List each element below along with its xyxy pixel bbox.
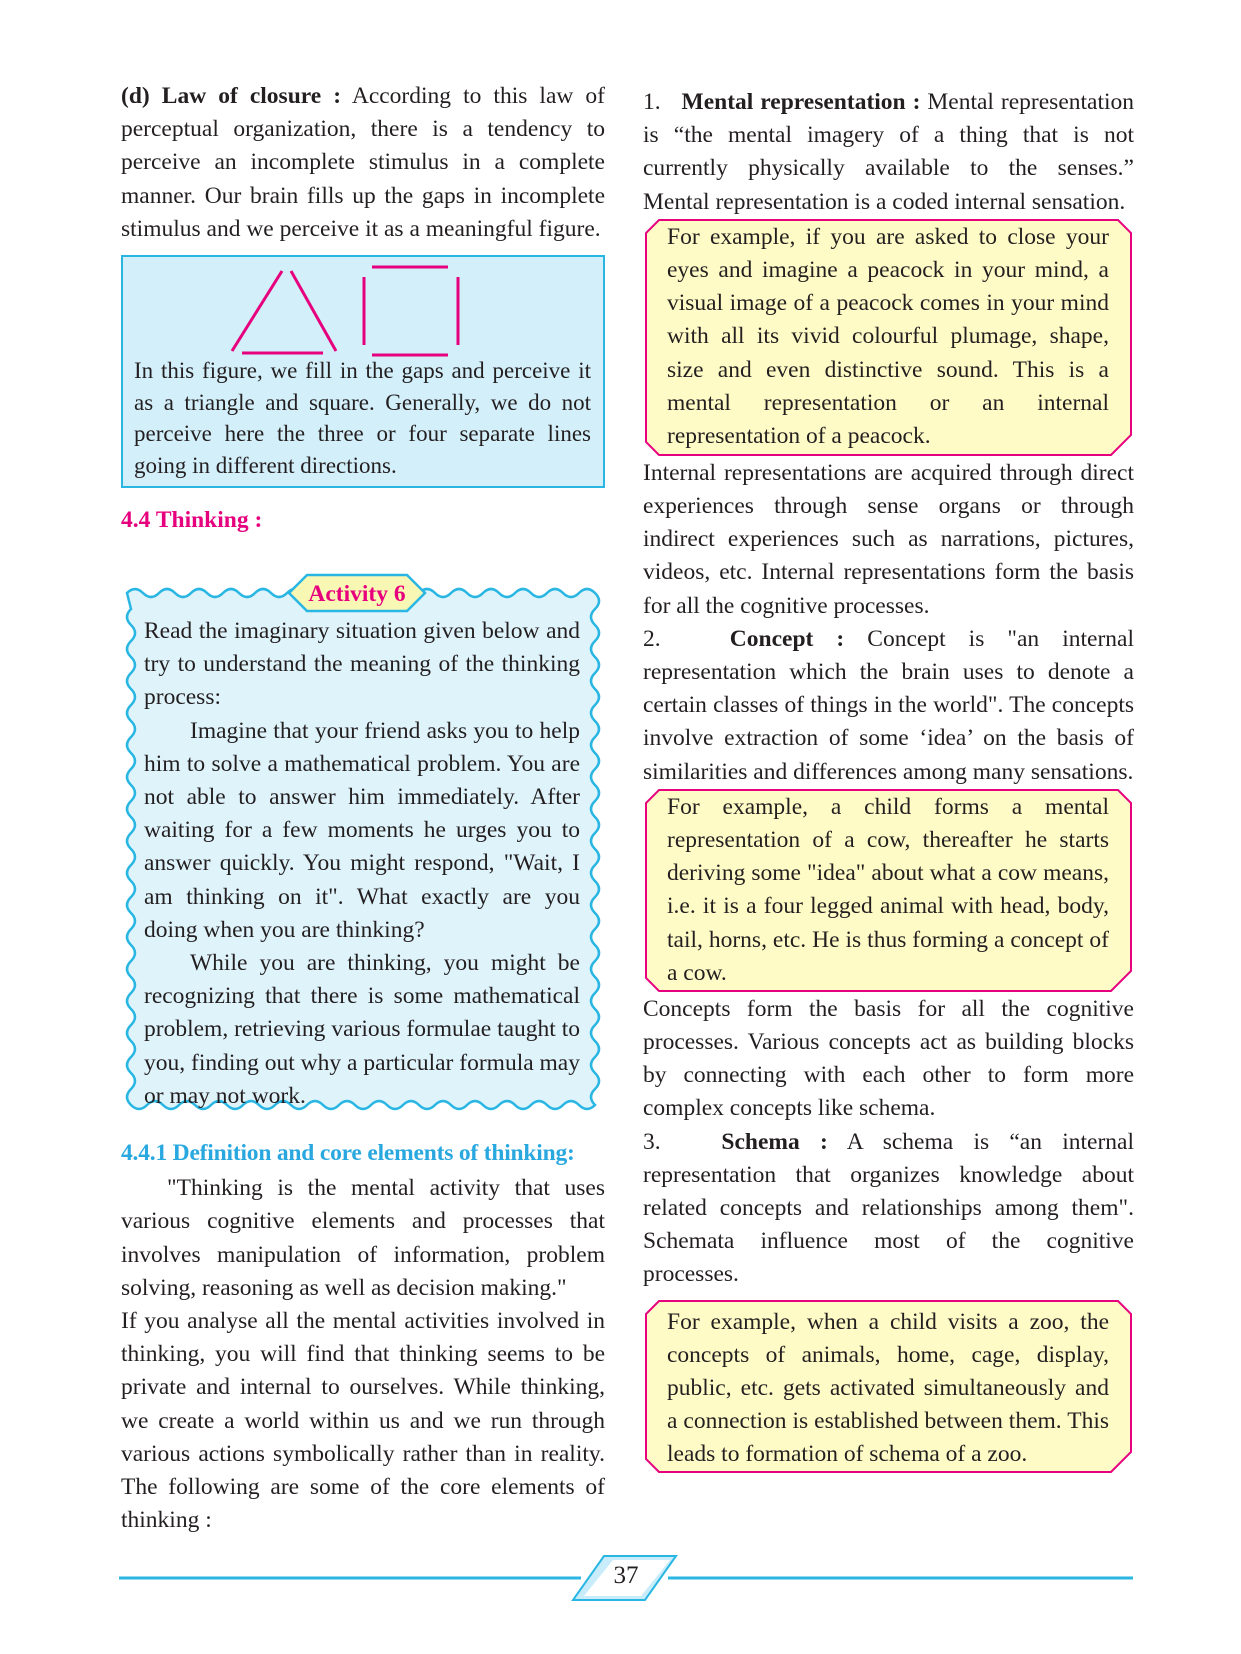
item3-text: A schema is “an internal representation that organizes knowledge about related concepts and relationships among them". Schemata influence most of the cognitive processes. — [643, 1128, 1135, 1288]
activity-paragraph-1: Read the imaginary situation given below and try to understand the meaning of the thinking process: — [144, 618, 580, 711]
activity-paragraph-3: While you are thinking, you might be recognizing that there is some mathematical problem, retrieving various formulae taught to you, finding out why a particular formula may or may not work. — [144, 950, 580, 1109]
left-column — [121, 80, 605, 1537]
example-box-peacock — [645, 219, 1132, 457]
item1-text: Mental representation is “the mental imagery of a thing that is not currently physically available to the senses.” Mental representation is a coded internal sensation. — [643, 89, 1135, 215]
item2-number: 2. — [643, 625, 661, 652]
example-box-cow — [645, 789, 1132, 993]
activity-paragraph-2: Imagine that your friend asks you to help him to solve a mathematical problem. You are not able to answer him immediately. After waiting for a few moments he urges you to answer quickly. You might respond, "Wait, I am thinking on it". What exactly are you doing when you are thinking? — [144, 717, 580, 943]
internal-representations-paragraph: Internal representations are acquired through direct experiences through sense organs or through indirect experiences such as narrations, pictures, videos, etc. Internal representations form the basis for all the cognitive processes. — [643, 459, 1134, 619]
item2-text: Concept is "an internal representation which the brain uses to denote a certain classes of things in the world". The concepts involve extraction of some ‘idea’ on the basis of similarities and differences among many sensations. — [643, 625, 1134, 785]
figure-caption: In this figure, we fill in the gaps and perceive it as a triangle and square. Generally, we do not perceive here the three or four separate lines going in different directions. — [134, 358, 591, 479]
law-of-closure-title: (d) Law of closure : — [121, 83, 342, 109]
item3-title: Schema : — [721, 1128, 828, 1155]
example-peacock-text: For example, if you are asked to close your eyes and imagine a peacock in your mind, a visual image of a peacock comes in your mind with all its vivid colourful plumage, shape, size and even distinctive sound. This is a mental representation or an internal representation of a peacock. — [667, 223, 1109, 450]
item-concept — [643, 623, 1134, 789]
activity-title: Activity 6 — [308, 581, 406, 608]
item3-number: 3. — [643, 1128, 661, 1155]
right-column — [643, 86, 1134, 1474]
item-schema — [643, 1126, 1134, 1292]
triangle-left-line — [232, 271, 282, 351]
item1-number: 1. — [643, 89, 661, 115]
item2-title: Concept : — [729, 625, 845, 652]
triangle-right-line — [291, 271, 336, 351]
example-box-zoo — [645, 1300, 1132, 1474]
example-zoo-text: For example, when a child visits a zoo, the concepts of animals, home, cage, display, public, etc. gets activated simultaneously and a connection is established between them. This leads to formation of schema of a zoo. — [667, 1308, 1109, 1468]
law-of-closure-text: According to this law of perceptual organization, there is a tendency to perceive an incomplete stimulus in a complete manner. Our brain fills up the gaps in incomplete stimulus and we perceive it as a meaningful figure. — [121, 83, 605, 242]
item1-title: Mental representation : — [681, 89, 921, 115]
example-cow-text: For example, a child forms a mental representation of a cow, thereafter he starts deriving some "idea" about what a cow means, i.e. it is a four legged animal with head, body, tail, horns, etc. He is thus forming a concept of a cow. — [667, 793, 1109, 986]
definition-paragraph: "Thinking is the mental activity that uses various cognitive elements and processes that involves manipulation of information, problem solving, reasoning as well as decision making." — [121, 1175, 605, 1301]
item-mental-representation — [643, 86, 1134, 219]
closure-figure — [228, 263, 468, 357]
law-of-closure-paragraph — [121, 80, 605, 246]
closure-figure-box — [121, 255, 605, 488]
analysis-paragraph: If you analyse all the mental activities involved in thinking, you will find that thinking seems to be private and internal to ourselves. While thinking, we create a world within us and we run through various actions symbolically rather than in reality. The following are some of the core elements of thinking : — [121, 1308, 605, 1534]
page-number: 37 — [613, 1562, 639, 1589]
activity-box — [121, 573, 605, 1131]
subsection-heading-definition: 4.4.1 Definition and core elements of thinking: — [121, 1140, 575, 1167]
activity-body — [144, 615, 580, 1113]
section-heading-thinking: 4.4 Thinking : — [121, 506, 263, 533]
concepts-paragraph: Concepts form the basis for all the cognitive processes. Various concepts act as building blocks by connecting with each other to form more complex concepts like schema. — [643, 995, 1134, 1122]
